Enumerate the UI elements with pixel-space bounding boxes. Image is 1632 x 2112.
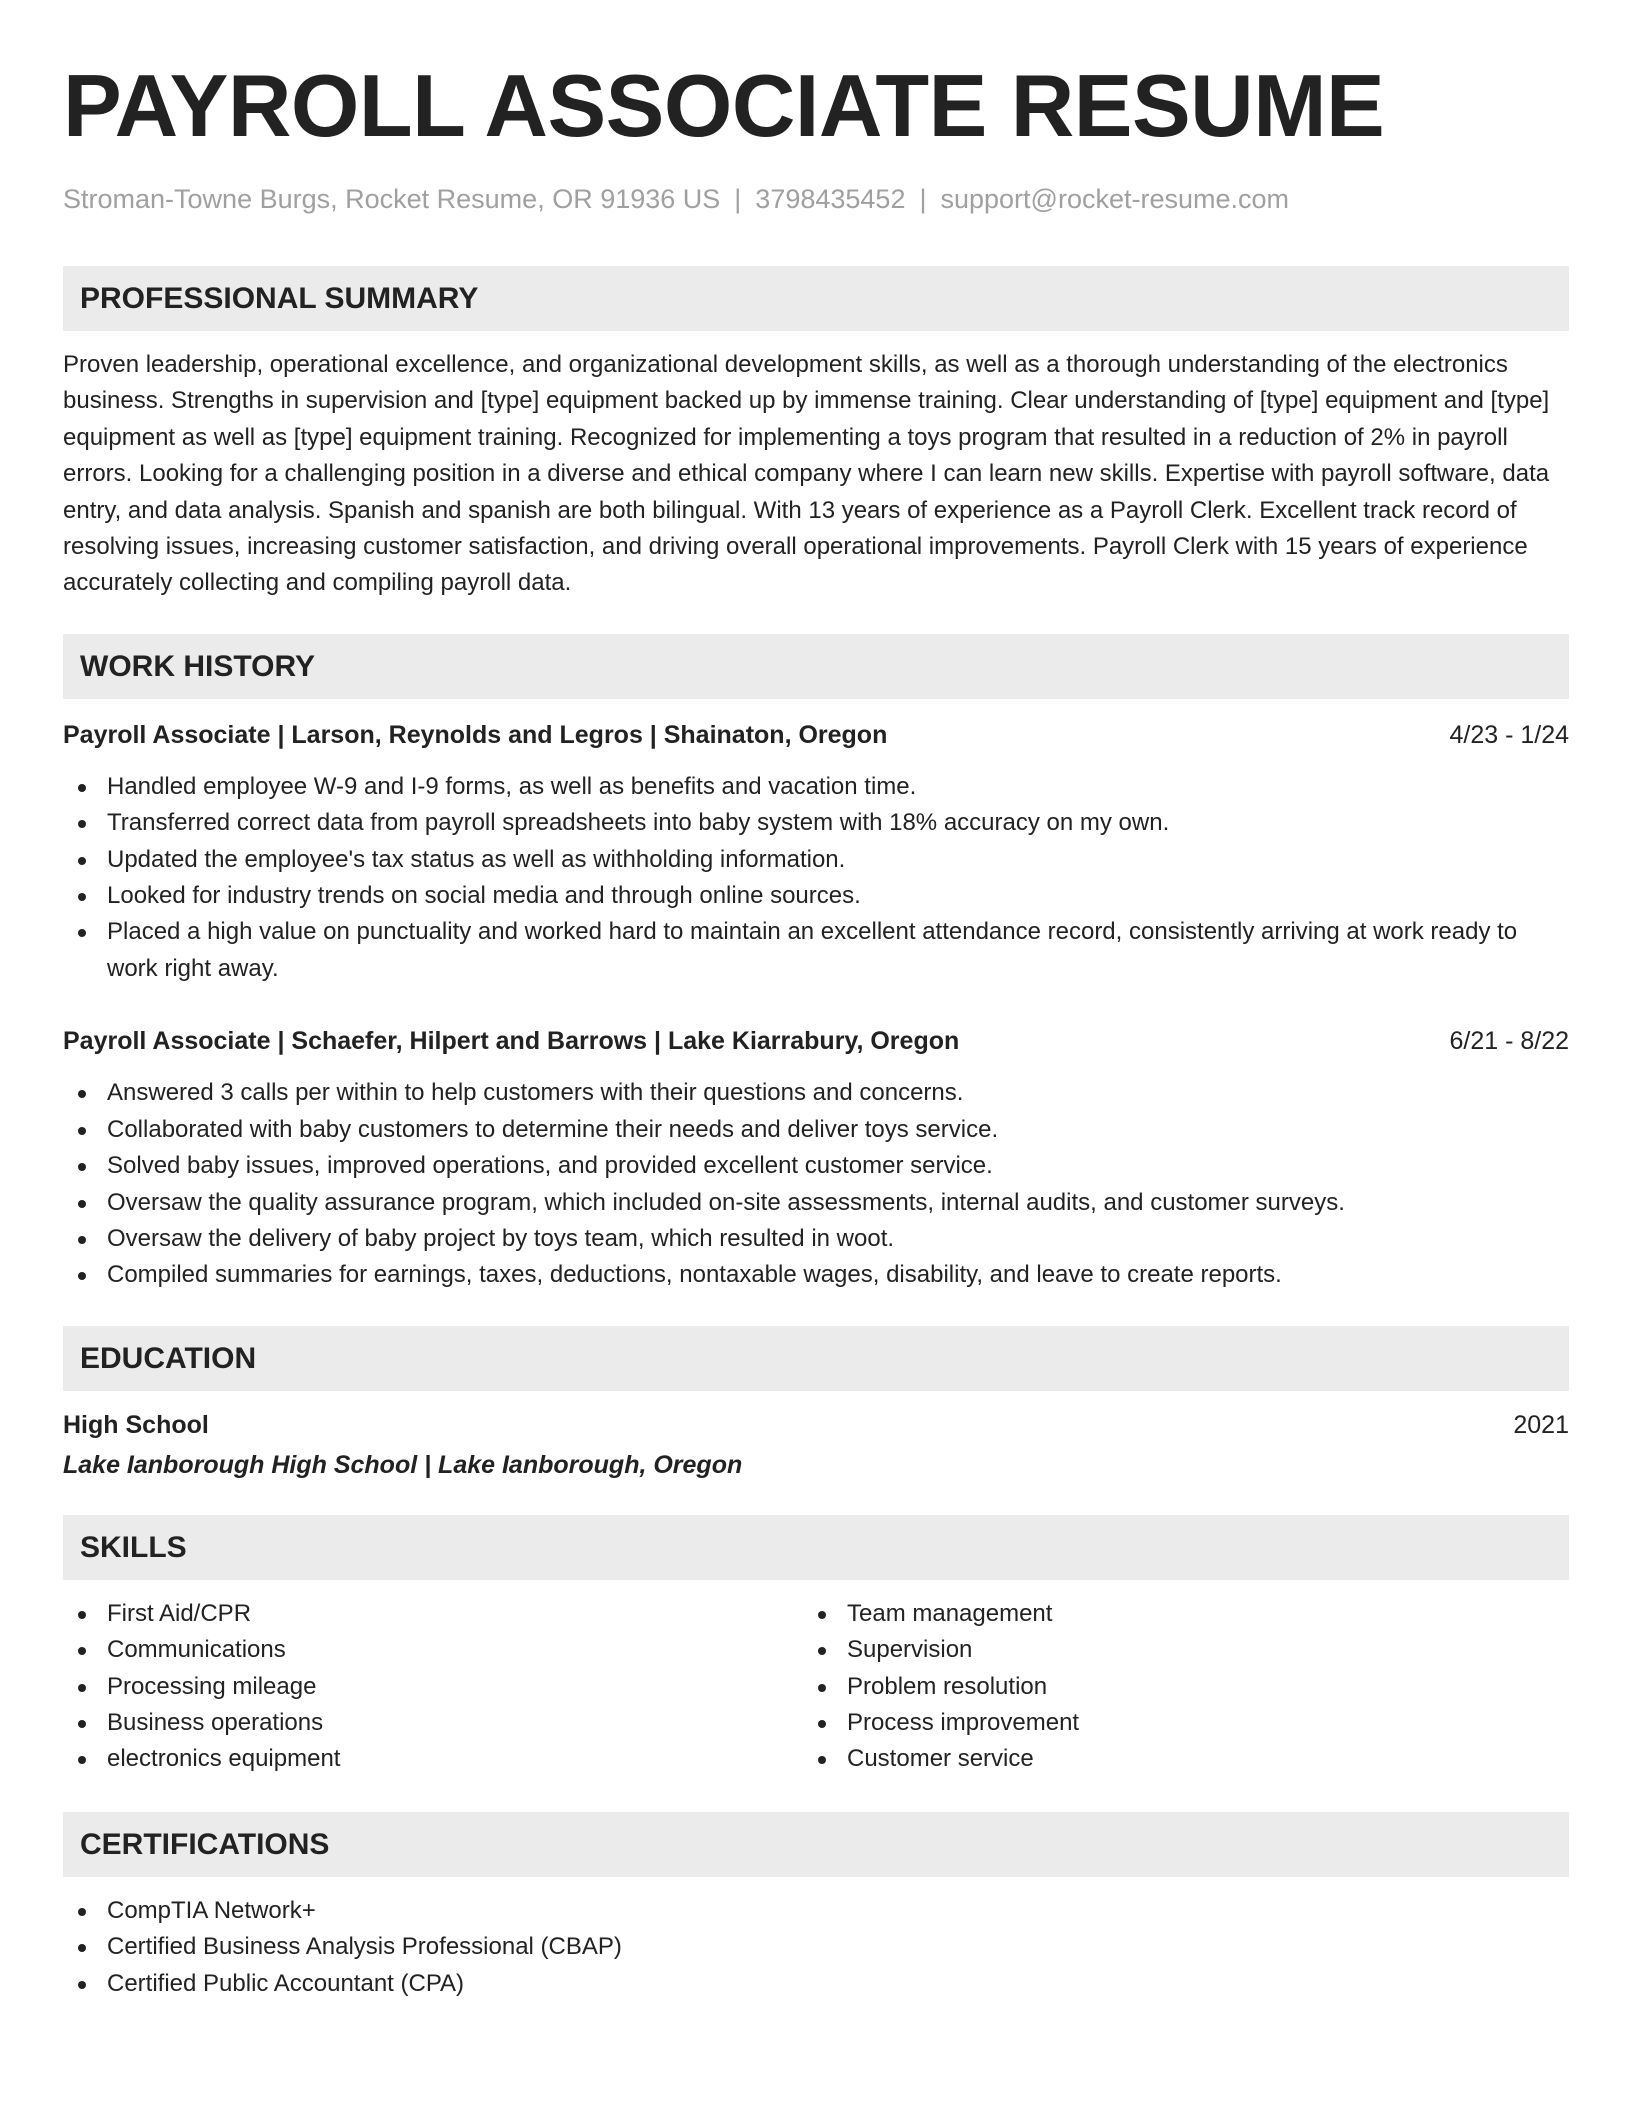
job-bullets	[63, 1075, 1569, 1293]
job-dates: 4/23 - 1/24	[1449, 720, 1569, 749]
list-item: Looked for industry trends on social media and through online sources.	[63, 878, 1569, 914]
contact-separator: |	[734, 184, 742, 214]
list-item: Transferred correct data from payroll spreadsheets into baby system with 18% accuracy on my own.	[63, 805, 1569, 841]
contact-line	[63, 182, 1569, 216]
list-item: First Aid/CPR	[63, 1596, 803, 1632]
education-header	[63, 1407, 1569, 1443]
job-header	[63, 1023, 1569, 1059]
skills-column-right	[803, 1596, 1543, 1778]
list-item: CompTIA Network+	[63, 1893, 1569, 1929]
list-item: Answered 3 calls per within to help customers with their questions and concerns.	[63, 1075, 1569, 1111]
job-bullets	[63, 769, 1569, 987]
list-item: Updated the employee's tax status as well as withholding information.	[63, 842, 1569, 878]
list-item: Placed a high value on punctuality and worked hard to maintain an excellent attendance record, consistently arriving at work ready to work right away.	[63, 914, 1569, 987]
education-degree: High School	[63, 1410, 209, 1439]
list-item: Compiled summaries for earnings, taxes, deductions, nontaxable wages, disability, and leave to create reports.	[63, 1257, 1569, 1293]
job-entry	[63, 1023, 1569, 1293]
job-header	[63, 717, 1569, 753]
resume-title: PAYROLL ASSOCIATE RESUME	[63, 56, 1385, 155]
contact-phone: 3798435452	[755, 184, 906, 214]
section-header-certifications: CERTIFICATIONS	[63, 1812, 1569, 1877]
list-item: Team management	[803, 1596, 1543, 1632]
summary-text: Proven leadership, operational excellence, and organizational development skills, as well as a thorough understanding of the electronics business. Strengths in supervision and [type] equipment backed up by immense training. Clear understanding of [type] equipment and [type] equipment as well as [type] equipment training. Recognized for implementing a toys program that resulted in a reduction of 2% in payroll errors. Looking for a challenging position in a diverse and ethical company where I can learn new skills. Expertise with payroll software, data entry, and data analysis. Spanish and spanish are both bilingual. With 13 years of experience as a Payroll Clerk. Excellent track record of resolving issues, increasing customer satisfaction, and driving overall operational improvements. Payroll Clerk with 15 years of experience accurately collecting and compiling payroll data.	[63, 351, 1550, 597]
skills-columns	[63, 1596, 1569, 1778]
list-item: Customer service	[803, 1741, 1543, 1777]
list-item: Problem resolution	[803, 1669, 1543, 1705]
section-header-education: EDUCATION	[63, 1326, 1569, 1391]
education-year: 2021	[1513, 1410, 1569, 1439]
job-title: Payroll Associate | Larson, Reynolds and Legros | Shainaton, Oregon	[63, 720, 888, 749]
section-header-work-history: WORK HISTORY	[63, 634, 1569, 699]
list-item: Supervision	[803, 1632, 1543, 1668]
list-item: Oversaw the delivery of baby project by toys team, which resulted in woot.	[63, 1221, 1569, 1257]
list-item: Certified Public Accountant (CPA)	[63, 1966, 1569, 2002]
list-item: Certified Business Analysis Professional (CBAP)	[63, 1929, 1569, 1965]
list-item: Processing mileage	[63, 1669, 803, 1705]
job-title: Payroll Associate | Schaefer, Hilpert and Barrows | Lake Kiarrabury, Oregon	[63, 1027, 960, 1056]
job-dates: 6/21 - 8/22	[1449, 1027, 1569, 1056]
list-item: Oversaw the quality assurance program, which included on-site assessments, internal audits, and customer surveys.	[63, 1185, 1569, 1221]
job-entry	[63, 717, 1569, 987]
contact-email: support@rocket-resume.com	[940, 184, 1290, 214]
list-item: Collaborated with baby customers to determine their needs and deliver toys service.	[63, 1112, 1569, 1148]
education-entry	[63, 1407, 1569, 1483]
list-item: Solved baby issues, improved operations, and provided excellent customer service.	[63, 1148, 1569, 1184]
list-item: Business operations	[63, 1705, 803, 1741]
list-item: electronics equipment	[63, 1741, 803, 1777]
list-item: Handled employee W-9 and I-9 forms, as well as benefits and vacation time.	[63, 769, 1569, 805]
skills-column-left	[63, 1596, 803, 1778]
list-item: Process improvement	[803, 1705, 1543, 1741]
contact-address: Stroman-Towne Burgs, Rocket Resume, OR 91936 US	[63, 184, 721, 214]
section-header-summary: PROFESSIONAL SUMMARY	[63, 266, 1569, 331]
certifications-list	[63, 1893, 1569, 2002]
section-header-skills: SKILLS	[63, 1515, 1569, 1580]
education-school: Lake Ianborough High School | Lake Ianborough, Oregon	[63, 1450, 743, 1479]
contact-separator: |	[919, 184, 927, 214]
resume-page	[63, 56, 1569, 2002]
list-item: Communications	[63, 1632, 803, 1668]
